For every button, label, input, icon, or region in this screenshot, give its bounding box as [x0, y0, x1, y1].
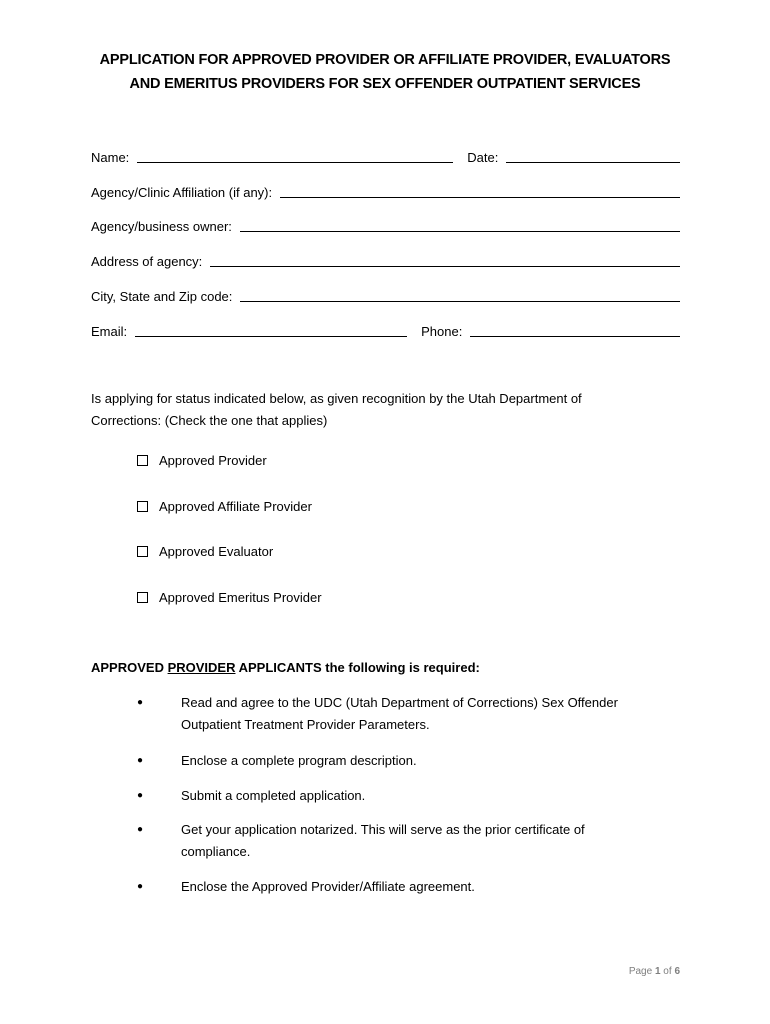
title-line-2: AND EMERITUS PROVIDERS FOR SEX OFFENDER OUTPATIENT SERVICES: [129, 76, 641, 92]
business-owner-field[interactable]: [240, 217, 680, 232]
name-date-row: [91, 145, 680, 165]
page-of: of: [660, 966, 675, 977]
option-label: Approved Provider: [159, 453, 267, 468]
status-instructions: [91, 388, 681, 432]
requirement-item: [137, 876, 677, 898]
requirement-text: Enclose the Approved Provider/Affiliate agreement.: [181, 879, 475, 894]
email-label: Email:: [91, 324, 128, 339]
checkbox-icon[interactable]: [137, 592, 148, 603]
status-instructions-line-1: Is applying for status indicated below, as given recognition by the Utah Department of: [91, 391, 582, 406]
checkbox-icon[interactable]: [137, 501, 148, 512]
option-approved-emeritus-provider[interactable]: [137, 590, 322, 605]
requirement-text: Submit a completed application.: [181, 788, 366, 803]
requirement-item: [137, 692, 677, 736]
checkbox-icon[interactable]: [137, 546, 148, 557]
phone-label: Phone:: [421, 324, 463, 339]
document-title: [60, 48, 710, 96]
page-total: 6: [674, 966, 680, 977]
option-label: Approved Emeritus Provider: [159, 590, 322, 605]
name-field[interactable]: [137, 148, 453, 163]
bullet-icon: ●: [137, 790, 144, 801]
bullet-icon: ●: [137, 697, 144, 708]
requirement-text: Get your application notarized. This will serve as the prior certificate of compliance.: [181, 822, 585, 859]
page-number: [629, 966, 680, 977]
address-row: [91, 249, 680, 269]
requirement-item: [137, 819, 677, 863]
city-state-zip-field[interactable]: [240, 287, 680, 302]
name-label: Name:: [91, 150, 130, 165]
agency-affiliation-label: Agency/Clinic Affiliation (if any):: [91, 185, 273, 200]
page-prefix: Page: [628, 966, 655, 977]
requirement-item: [137, 785, 677, 807]
address-label: Address of agency:: [91, 254, 203, 269]
business-owner-label: Agency/business owner:: [91, 219, 232, 234]
option-approved-evaluator[interactable]: [137, 544, 273, 559]
option-approved-provider[interactable]: [137, 453, 267, 468]
title-line-1: APPLICATION FOR APPROVED PROVIDER OR AFFILIATE PROVIDER, EVALUATORS: [99, 52, 671, 68]
page-current: 1: [654, 966, 661, 977]
option-label: Approved Affiliate Provider: [159, 499, 312, 514]
phone-field[interactable]: [470, 322, 680, 337]
status-instructions-line-2: Corrections: (Check the one that applies): [91, 413, 328, 428]
option-label: Approved Evaluator: [159, 544, 274, 559]
requirement-text: Enclose a complete program description.: [181, 753, 417, 768]
heading-suffix: APPLICANTS the following is required:: [235, 660, 480, 675]
business-owner-row: [91, 214, 680, 234]
bullet-icon: ●: [137, 824, 144, 835]
date-field[interactable]: [506, 148, 680, 163]
email-phone-row: [91, 319, 680, 339]
date-label: Date:: [467, 150, 499, 165]
heading-underlined: PROVIDER: [167, 660, 236, 675]
agency-affiliation-row: [91, 180, 680, 200]
requirements-heading: [91, 660, 480, 675]
bullet-icon: ●: [137, 881, 144, 892]
bullet-icon: ●: [137, 755, 144, 766]
city-state-zip-label: City, State and Zip code:: [91, 289, 233, 304]
heading-prefix: APPROVED: [91, 660, 168, 675]
checkbox-icon[interactable]: [137, 455, 148, 466]
city-state-zip-row: [91, 284, 680, 304]
address-field[interactable]: [210, 252, 680, 267]
requirement-item: [137, 750, 677, 772]
email-field[interactable]: [135, 322, 407, 337]
option-approved-affiliate-provider[interactable]: [137, 499, 312, 514]
requirement-text: Read and agree to the UDC (Utah Department of Corrections) Sex Offender Outpatient Treatment Provider Parameters.: [181, 695, 618, 732]
agency-affiliation-field[interactable]: [280, 183, 680, 198]
